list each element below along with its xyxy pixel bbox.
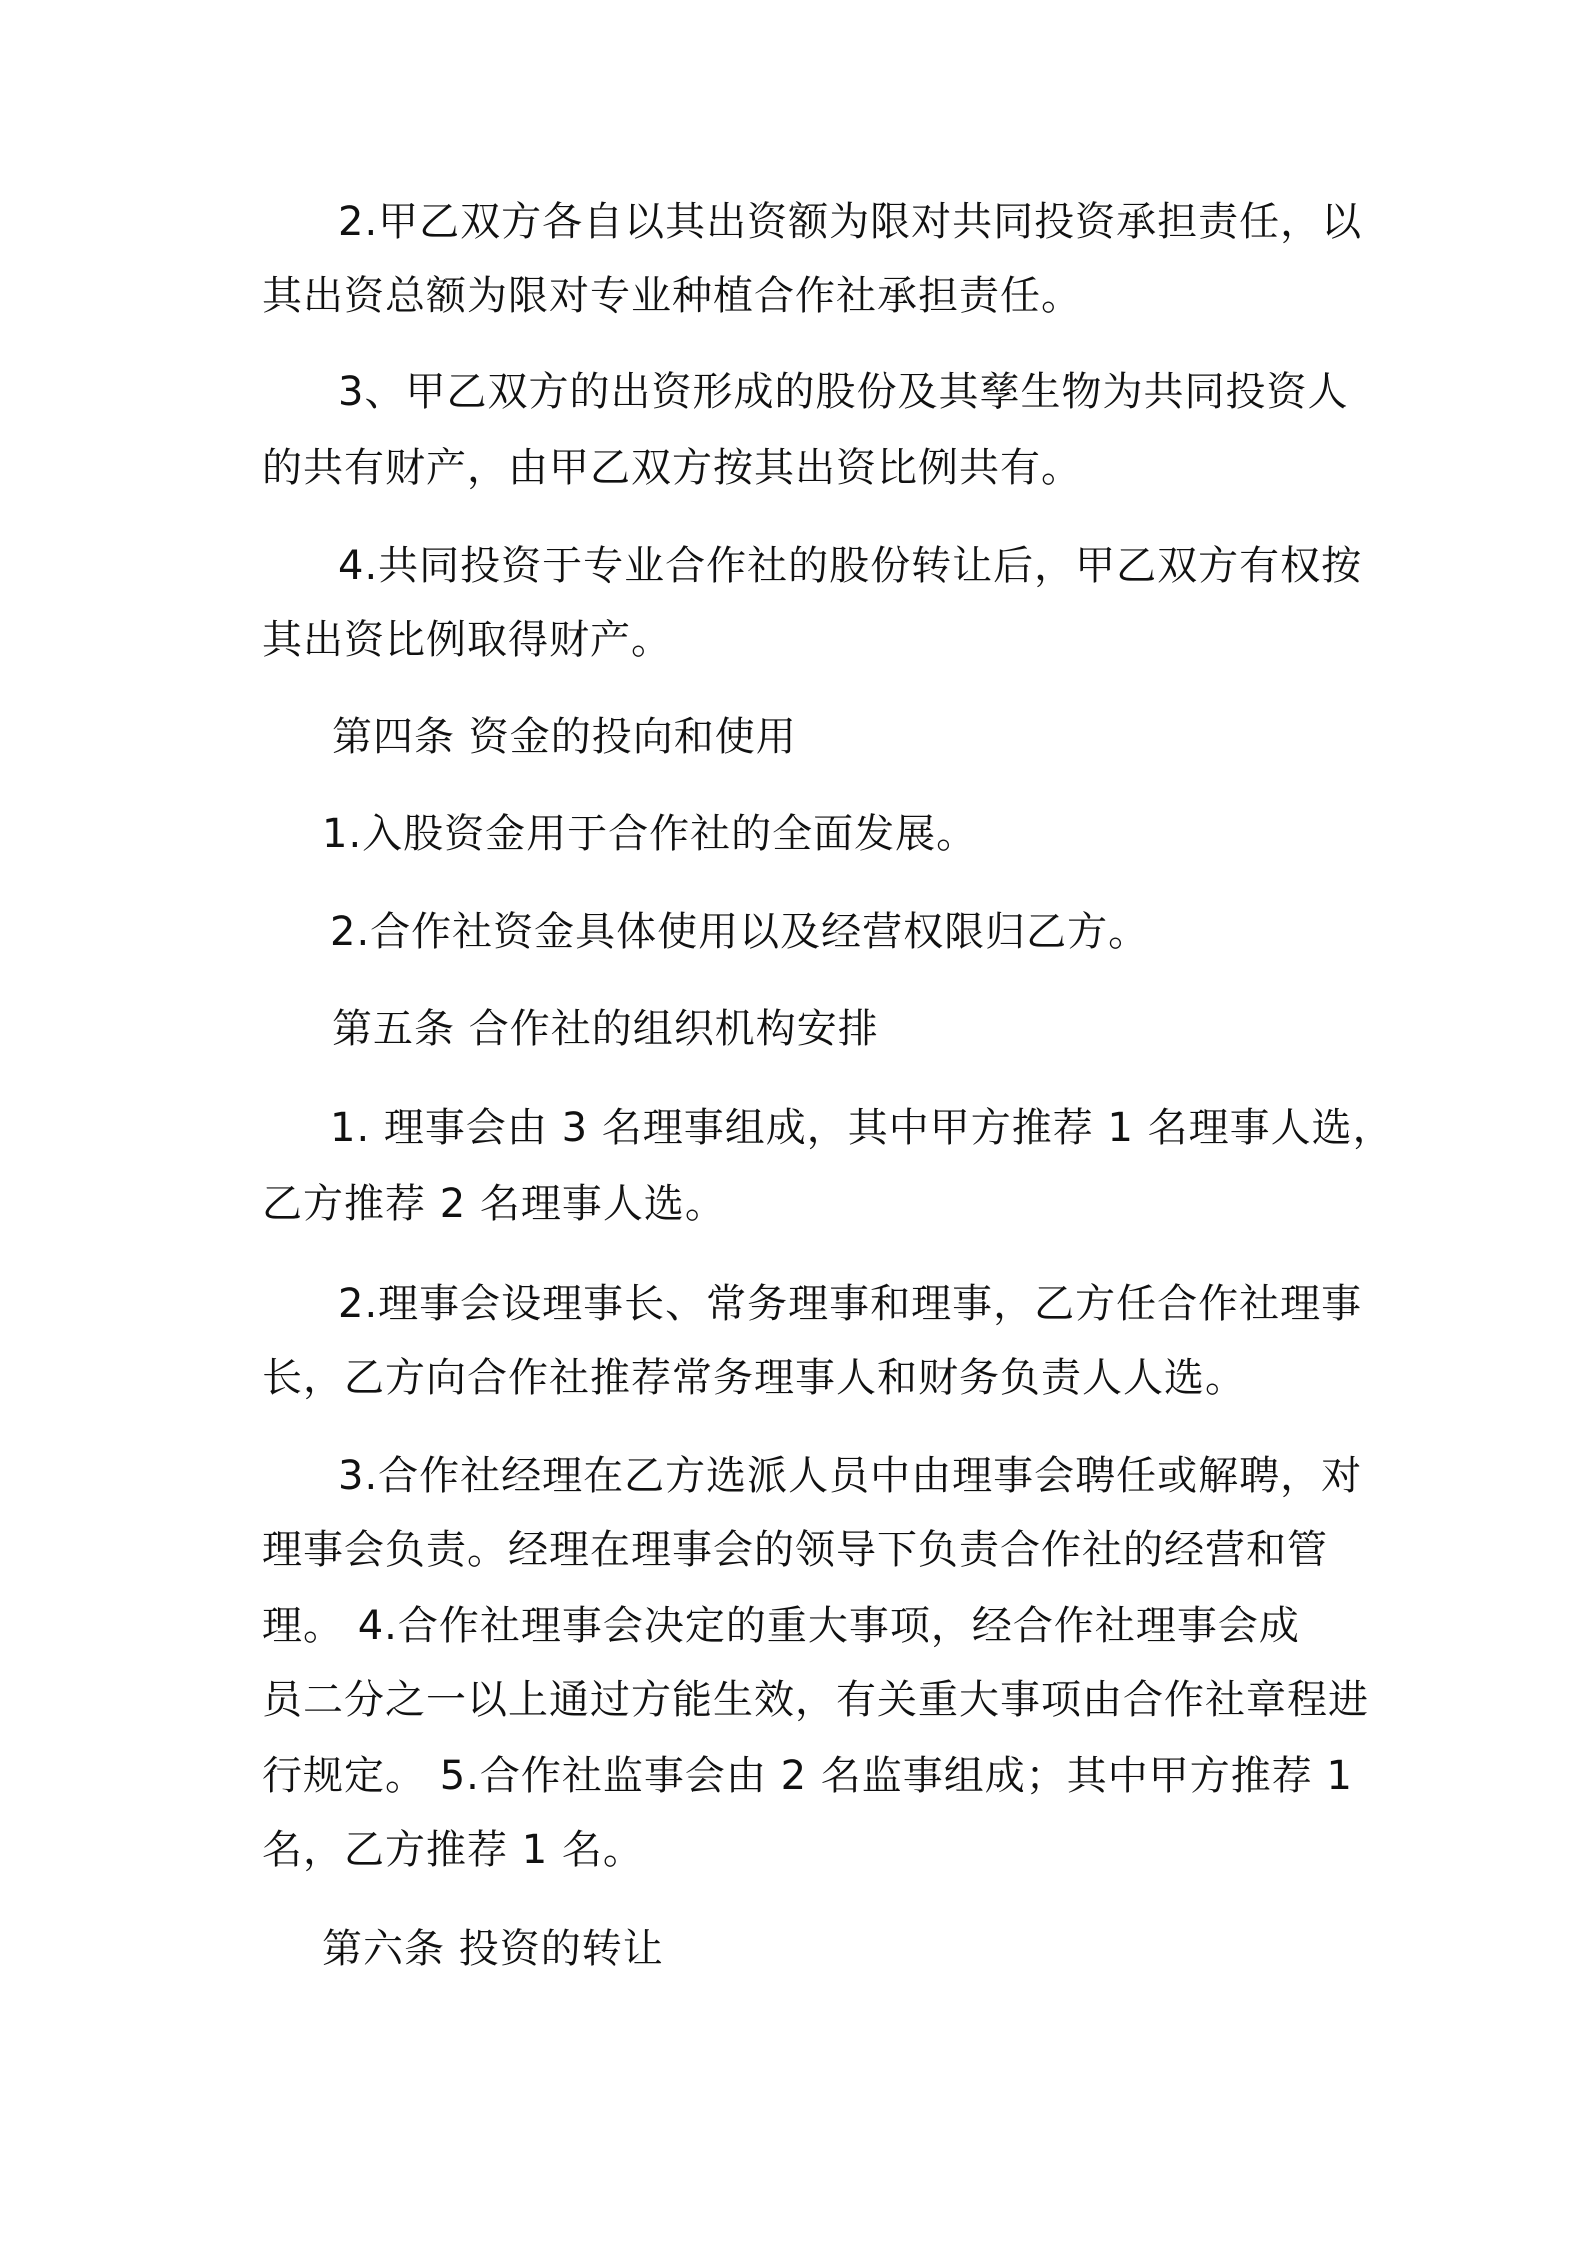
section-5-item-5-line-2: 名，乙方推荐 1 名。 bbox=[262, 1827, 644, 1873]
section-5-item-4-line-2: 员二分之一以上通过方能生效，有关重大事项由合作社章程进 bbox=[262, 1677, 1369, 1723]
section-5-item-3-line-2: 理事会负责。经理在理事会的领导下负责合作社的经营和管 bbox=[262, 1527, 1328, 1573]
paragraph-3-line-1: 3、甲乙双方的出资形成的股份及其孳生物为共同投资人 bbox=[338, 369, 1349, 415]
section-5-item-2-line-2: 长，乙方向合作社推荐常务理事人和财务负责人人选。 bbox=[262, 1355, 1246, 1401]
paragraph-2-line-1: 2.甲乙双方各自以其出资额为限对共同投资承担责任，以 bbox=[338, 199, 1363, 245]
section-4-item-1: 1.入股资金用于合作社的全面发展。 bbox=[322, 811, 978, 857]
section-4-item-2: 2.合作社资金具体使用以及经营权限归乙方。 bbox=[330, 909, 1150, 955]
section-5-item-2-line-1: 2.理事会设理事长、常务理事和理事，乙方任合作社理事 bbox=[338, 1281, 1363, 1327]
section-5-item-1-line-1: 1. 理事会由 3 名理事组成，其中甲方推荐 1 名理事人选， bbox=[330, 1105, 1394, 1151]
paragraph-4-line-2: 其出资比例取得财产。 bbox=[262, 617, 672, 663]
section-5-item-3-line-1: 3.合作社经理在乙方选派人员中由理事会聘任或解聘，对 bbox=[338, 1453, 1363, 1499]
section-5-heading: 第五条 合作社的组织机构安排 bbox=[332, 1006, 879, 1052]
section-5-item-1-line-2: 乙方推荐 2 名理事人选。 bbox=[262, 1181, 726, 1227]
section-4-heading: 第四条 资金的投向和使用 bbox=[332, 714, 797, 760]
paragraph-4-line-1: 4.共同投资于专业合作社的股份转让后，甲乙双方有权按 bbox=[338, 543, 1363, 589]
paragraph-3-line-2: 的共有财产，由甲乙双方按其出资比例共有。 bbox=[262, 445, 1082, 491]
section-6-heading: 第六条 投资的转让 bbox=[322, 1926, 664, 1972]
section-5-item-3-line-3: 理。 4.合作社理事会决定的重大事项，经合作社理事会成 bbox=[262, 1603, 1300, 1649]
paragraph-2-line-2: 其出资总额为限对专业种植合作社承担责任。 bbox=[262, 273, 1082, 319]
section-5-item-4-line-3: 行规定。 5.合作社监事会由 2 名监事组成；其中甲方推荐 1 bbox=[262, 1753, 1353, 1799]
